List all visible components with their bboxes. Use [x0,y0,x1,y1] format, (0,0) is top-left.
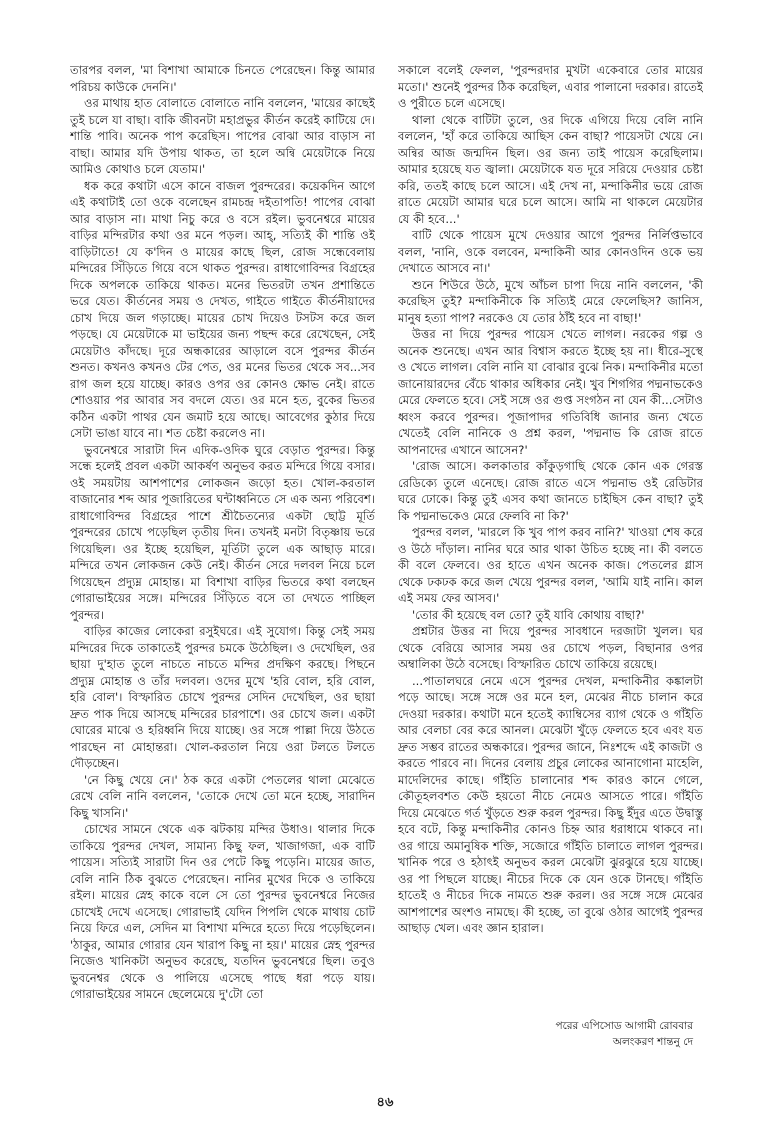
paragraph: থালা থেকে বাটিটা তুলে, ওর দিকে এগিয়ে দিয়ে বেলি নানি বললেন, 'হাঁ করে তাকিয়ে আছিস কেন বাছা? পায়েসটা খেয়ে নে। অন্বির আজ জন্মদিন ছিল। ওর জন্য তাই পায়েস করেছিলাম। আমার হয়েছে যত জ্বালা। মেয়েটাকে যত দূরে সরিয়ে দেওয়ার চেষ্টা করি, ততই কাছে চলে আসে। এই দেখ না, মন্দাকিনীর ভয়ে রোজ রাতে মেয়েটা আমার ঘরে চলে আসে। আমি না থাকলে মেয়েটার যে কী হবে...' [398,112,703,226]
illustration-credit: অলংকরণ শান্তনু দে [612,1036,693,1048]
paragraph: প্রশ্নটার উত্তর না দিয়ে পুরন্দর সাবধানে দরজাটা খুলল। ঘর থেকে বেরিয়ে আসার সময় ওর চোখে পড়ল, বিছানার ওপর অম্বালিকা উঠে বসেছে। বিস্ফারিত চোখে তাকিয়ে রয়েছে। [398,624,703,671]
paragraph: শুনে শিউরে উঠে, মুখে আঁচল চাপা দিয়ে নানি বললেন, 'কী করেছিস তুই? মন্দাকিনীকে কি সত্যিই মেরে ফেলেছিস? জানিস, মানুষ হত্যা পাপ? নরকেও যে তোর ঠাঁই হবে না বাছা!' [398,277,703,325]
right-column [398,62,703,1072]
paragraph: বাড়ির কাজের লোকেরা রসুইঘরে। এই সুযোগ। কিন্তু সেই সময় মন্দিরের দিকে তাকাতেই পুরন্দর চমকে উঠেছিল। ও দেখেছিল, ওর ছায়া দু'হাত তুলে নাচতে নাচতে মন্দির প্রদক্ষিণ করছে। পিছনে প্রদ্যুম্ন মোহান্ত ও তাঁর দলবল। ওদের মুখে 'হরি বোল, হরি বোল, হরি বোল'। বিস্ফারিত চোখে পুরন্দর সেদিন দেখেছিল, ওর ছায়া দ্রুত পাক দিয়ে আসছে মন্দিরের চারপাশে। ওর চোখে জল। একটা ঘোরের মাঝে ও হরিধ্বনি দিয়ে যাচ্ছে। ওর সঙ্গে পাল্লা দিয়ে উঠতে পারছেন না মোহান্তরা। খোল-করতাল নিয়ে ওরা টলতে টলতে দৌড়চ্ছেন। [70,624,375,770]
paragraph: 'নে কিছু খেয়ে নে।' ঠক করে একটা পেতলের থালা মেঝেতে রেখে বেলি নানি বললেন, 'তোকে দেখে তো মনে হচ্ছে, সারাদিন কিছু খাসনি।' [70,772,375,820]
left-column [70,62,375,1072]
page-number: ৪৬ [376,1095,394,1110]
paragraph: ওর মাথায় হাত বোলাতে বোলাতে নানি বললেন, 'মায়ের কাছেই তুই চলে যা বাছা। বাকি জীবনটা মহাপ্রভুর কীর্তন করেই কাটিয়ে দে। শান্তি পাবি। অনেক পাপ করেছিস। পাপের বোঝা আর বাড়াস না বাছা। আমার যদি উপায় থাকত, তা হলে অন্বি মেয়েটাকে নিয়ে আমিও কোথাও চলে যেতাম।' [70,96,375,176]
paragraph: ভুবনেশ্বরে সারাটা দিন এদিক-ওদিক ঘুরে বেড়াত পুরন্দর। কিন্তু সন্ধে হলেই প্রবল একটা আকর্ষণ অনুভব করত মন্দিরে গিয়ে বসার। ওই সময়টায় আশপাশের লোকজন জড়ো হত। খোল-করতাল বাজানোর শব্দ আর পূজারিতের ঘন্টাধ্বনিতে সে এক অন্য পরিবেশ। রাধাগোবিন্দর বিগ্রহের পাশে শ্রীচৈতন্যের একটা ছোট্ট মূর্তি পুরন্দরের চোখে পড়েছিল তৃতীয় দিন। তখনই মনটা বিতৃষ্ণায় ভরে গিয়েছিল। ওর ইচ্ছে হয়েছিল, মূর্তিটা তুলে এক আছাড় মারে। মন্দিরে তখন লোকজন কেউ নেই। কীর্তন সেরে দলবল নিয়ে চলে গিয়েছেন প্রদ্যুম্ন মোহান্ত। মা বিশাখা বাড়ির ভিতরে কথা বলছেন গোরাভাইয়ের সঙ্গে। মন্দিরের সিঁড়িতে বসে তা দেখতে পাচ্ছিল পুরন্দর। [70,442,375,622]
paragraph: সকালে বলেই ফেলল, 'পুরন্দরদার মুখটা একেবারে তোর মায়ের মতো।' শুনেই পুরন্দর ঠিক করেছিল, এবার পালানো দরকার। রাতেই ও পুরীতে চলে এসেছে। [398,63,703,110]
next-episode-note: পরের এপিসোড আগামী রোববার [555,1020,693,1032]
paragraph: চোখের সামনে থেকে এক ঝটকায় মন্দির উধাও। থালার দিকে তাকিয়ে পুরন্দর দেখল, সামান্য কিছু ফল, খাজাগজা, এক বাটি পায়েস। সত্যিই সারাটা দিন ওর পেটে কিছু পড়েনি। মায়ের জাত, বেলি নানি ঠিক বুঝতে পেরেছেন। নানির মুখের দিকে ও তাকিয়ে রইল। মায়ের স্নেহ কাকে বলে সে তো পুরন্দর ভুবনেশ্বরে নিজের চোখেই দেখে এসেছে। গোরাভাই যেদিন পিপলি থেকে মাথায় চোট নিয়ে ফিরে এল, সেদিন মা বিশাখা মন্দিরে হত্যে দিয়ে পড়েছিলেন। 'ঠাকুর, আমার গোরার যেন খারাপ কিছু না হয়।' মায়ের স্নেহ পুরন্দর নিজেও খানিকটা অনুভব করেছে, যতদিন ভুবনেশ্বরে ছিল। তবুও ভুবনেশ্বর থেকে ও পালিয়ে এসেছে পাছে ধরা পড়ে যায়। গোরাভাইয়ের সামনে ছেলেমেয়ে দু'টো তো [70,822,375,1001]
paragraph: ...পাতালঘরে নেমে এসে পুরন্দর দেখল, মন্দাকিনীর কঙ্কালটা পড়ে আছে। সঙ্গে সঙ্গে ওর মনে হল, মেঝের নীচে চালান করে দেওয়া দরকার। কথাটা মনে হতেই ক্যাম্বিসের ব্যাগ থেকে ও গাঁইতি আর বেলচা বের করে আনল। মেঝেটা খুঁড়ে ফেলতে হবে এবং যত দ্রুত সম্ভব রাতের অন্ধকারে। পুরন্দর জানে, নিঃশব্দে এই কাজটা ও করতে পারবে না। দিনের বেলায় প্রচুর লোকের আনাগোনা মাহেলি, মাদেলিদের কাছে। গাঁইতি চালানোর শব্দ কারও কানে গেলে, কৌতূহলবশত কেউ হয়তো নীচে নেমেও আসতে পারে। গাঁইতি দিয়ে মেঝেতে গর্ত খুঁড়তে শুরু করল পুরন্দর। কিছু ইঁদুর এতে উদ্বাস্তু হবে বটে, কিন্তু মন্দাকিনীর কোনও চিহ্ন আর ধরাধামে থাকবে না। ওর গায়ে অমানুষিক শক্তি, সজোরে গাঁইতি চালাতে লাগল পুরন্দর। খানিক পরে ও হঠাৎই অনুভব করল মেঝেটা ঝুরঝুরে হয়ে যাচ্ছে। ওর পা পিছলে যাচ্ছে। নীচের দিকে কে যেন ওকে টানছে। গাঁইতি হাতেই ও নীচের দিকে নামতে শুরু করল। ওর সঙ্গে সঙ্গে মেঝের আশপাশের অংশও নামছে। কী হচ্ছে, তা বুঝে ওঠার আগেই পুরন্দর আছাড় খেল। এবং জ্ঞান হারাল। [398,673,703,935]
paragraph: 'রোজ আসে। কলকাতার কাঁকুড়গাছি থেকে কোন এক গেরস্ত রেডিক্যে তুলে এনেছে। রোজ রাতে এসে পদ্মনাভ ওই রেডিটার ঘরে ঢোকে। কিন্তু তুই এসব কথা জানতে চাইছিস কেন বাছা? তুই কি পদ্মনাভকেও মেরে ফেলবি না কি?' [398,459,703,523]
paragraph: ধক করে কথাটা এসে কানে বাজল পুরন্দরের। কয়েকদিন আগে এই কথাটাই তো ওকে বলেছেন রামচন্দ্র দইতাপতি! পাপের বোঝা আর বাড়াস না। মাথা নিচু করে ও বসে রইল। ভুবনেশ্বরে মায়ের বাড়ির মন্দিরটার কথা ওর মনে পড়ল। আহ্, সত্যিই কী শান্তি ওই বাড়িটাতে! যে ক'দিন ও মায়ের কাছে ছিল, রোজ সন্ধেবেলায় মন্দিরের সিঁড়িতে গিয়ে বসে থাকত পুরন্দর। রাধাগোবিন্দর বিগ্রহের দিকে অপলকে তাকিয়ে থাকত। মনের ভিতরটা তখন প্রশান্তিতে ভরে যেত। কীর্তনের সময় ও দেখত, গাইতে গাইতে কীর্তনীয়াদের চোখ দিয়ে জল গড়াচ্ছে। মায়ের চোখ দিয়েও টসটস করে জল পড়ছে। যে মেয়েটাকে মা ভাইয়ের জন্য পছন্দ করে রেখেছেন, সেই মেয়েটাও কাঁদছে। দূরে অন্ধকারের আড়ালে বসে পুরন্দর কীর্তন শুনত। কখনও কখনও টের পেত, ওর মনের ভিতর থেকে সব...সব রাগ জল হয়ে যাচ্ছে। কারও ওপর ওর কোনও ক্ষোভ নেই। রাতে শোওয়ার পর আবার সব বদলে যেত। ওর মনে হত, বুকের ভিতর কঠিন একটা পাথর যেন জমাট হয়ে আছে। আবেগের কুঠার দিয়ে সেটা ভাঙা যাবে না। শত চেষ্টা করলেও না। [70,178,375,440]
paragraph: তারপর বলল, 'মা বিশাখা আমাকে চিনতে পেরেছেন। কিন্তু আমার পরিচয় কাউকে দেননি।' [70,63,375,94]
paragraph: পুরন্দর বলল, 'মারলে কি খুব পাপ করব নানি?' খাওয়া শেষ করে ও উঠে দাঁড়াল। নানির ঘরে আর থাকা উচিত হচ্ছে না। কী বলতে কী বলে ফেলবে। ওর হাতে এখন অনেক কাজ। পেতলের গ্লাস থেকে ঢকঢক করে জল খেয়ে পুরন্দর বলল, 'আমি যাই নানি। কাল এই সময় ফের আসব।' [398,525,703,605]
paragraph: বাটি থেকে পায়েস মুখে দেওয়ার আগে পুরন্দর নির্লিপ্তভাবে বলল, 'নানি, ওকে বলবেন, মন্দাকিনী আর কোনওদিন ওকে ভয় দেখাতে আসবে না।' [398,228,703,275]
episode-credits [398,1018,693,1050]
paragraph: উত্তর না দিয়ে পুরন্দর পায়েস খেতে লাগল। নরকের গল্প ও অনেক শুনেছে। এখন আর বিশ্বাস করতে ইচ্ছে হয় না। ধীরে-সুস্থে ও খেতে লাগল। বেলি নানি যা বোঝার বুঝে নিক। মন্দাকিনীর মতো জানোয়ারদের বেঁচে থাকার অধিকার নেই। খুব শিগগির পদ্মনাভকেও মেরে ফেলতে হবে। সেই সঙ্গে ওর গুপ্ত সংগঠন না যেন কী...সেটাও ধ্বংস করবে পুরন্দর। পূজাপাদর গতিবিধি জানার জন্য খেতে খেতেই বেলি নানিকে ও প্রশ্ন করল, 'পদ্মনাভ কি রোজ রাতে আপনাদের এখানে আসেন?' [398,327,703,457]
paragraph: 'তোর কী হয়েছে বল তো? তুই যাবি কোথায় বাছা?' [412,607,645,622]
